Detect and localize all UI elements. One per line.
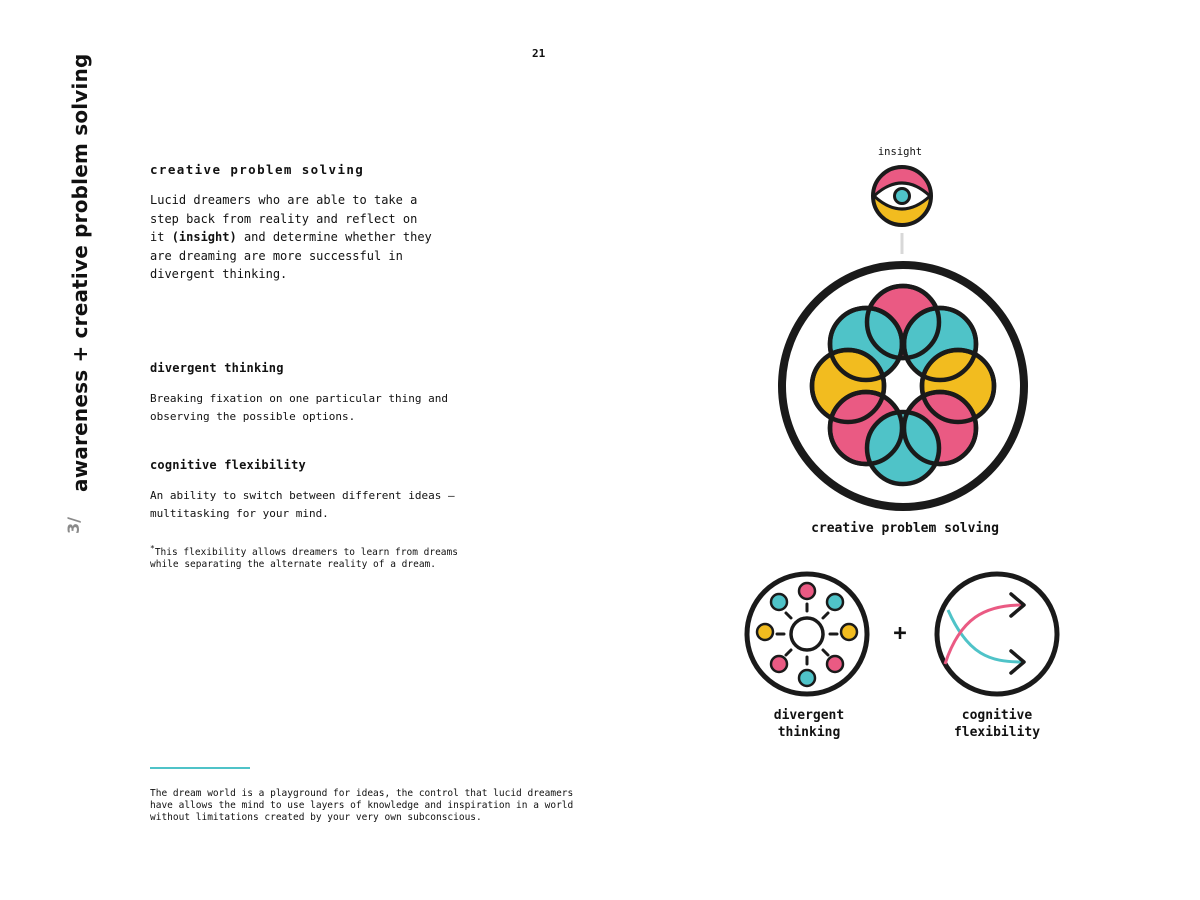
insight-bold: (insight) bbox=[171, 230, 237, 244]
intro-line: Lucid dreamers who are able to take a bbox=[150, 193, 418, 207]
intro-text: it bbox=[150, 230, 172, 244]
intro-text: and determine whether they bbox=[236, 230, 432, 244]
flexibility-label: flexibility bbox=[953, 725, 1041, 740]
intro-paragraph bbox=[150, 191, 480, 284]
footer-line: The dream world is a playground for ideas, the control that lucid dreamers bbox=[150, 788, 574, 799]
footnote-line: while separating the alternate reality of a dream. bbox=[150, 559, 436, 571]
eye-icon bbox=[872, 166, 932, 227]
footer-divider bbox=[150, 767, 250, 769]
flexibility-line: multitasking for your mind. bbox=[150, 506, 329, 520]
footer-line: have allows the mind to use layers of knowledge and inspiration in a world bbox=[150, 800, 574, 811]
insight-label: insight bbox=[877, 146, 923, 158]
sun-nodes-icon bbox=[747, 574, 867, 694]
intro-line: are dreaming are more successful in bbox=[150, 248, 403, 263]
footnote-line bbox=[150, 543, 590, 559]
flexibility-line: An ability to switch between different ideas — bbox=[150, 489, 455, 502]
section-heading: creative problem solving bbox=[150, 162, 365, 177]
intro-line: step back from reality and reflect on bbox=[150, 211, 418, 226]
footer-line: without limitations created by your very own subconscious. bbox=[150, 812, 482, 823]
footnote-marker: * bbox=[150, 544, 155, 553]
plus-sign: + bbox=[893, 621, 907, 646]
page-number: 21 bbox=[532, 47, 546, 60]
crossing-arrows-icon bbox=[937, 574, 1057, 694]
flower-of-circles-icon bbox=[782, 265, 1024, 507]
footnote-text: This flexibility allows dreamers to learn from dreams bbox=[154, 547, 458, 559]
divergent-label: divergent bbox=[773, 708, 845, 723]
divergent-line: Breaking fixation on one particular thing and bbox=[150, 392, 449, 405]
divergent-heading: divergent thinking bbox=[150, 361, 284, 375]
flexibility-paragraph bbox=[150, 487, 490, 522]
intro-line-with-bold bbox=[150, 228, 480, 247]
footnote bbox=[150, 543, 590, 571]
flexibility-heading: cognitive flexibility bbox=[150, 458, 306, 472]
main-label: creative problem solving bbox=[811, 521, 999, 536]
footer-paragraph bbox=[150, 788, 590, 824]
divergent-label: thinking bbox=[777, 725, 841, 740]
chapter-number: 3/ bbox=[64, 517, 83, 534]
chapter-title-vertical: awareness + creative problem solving bbox=[68, 53, 92, 492]
intro-line: divergent thinking. bbox=[150, 267, 288, 281]
divergent-line: observing the possible options. bbox=[150, 409, 356, 423]
flexibility-label: cognitive bbox=[961, 708, 1033, 723]
divergent-paragraph bbox=[150, 390, 490, 425]
